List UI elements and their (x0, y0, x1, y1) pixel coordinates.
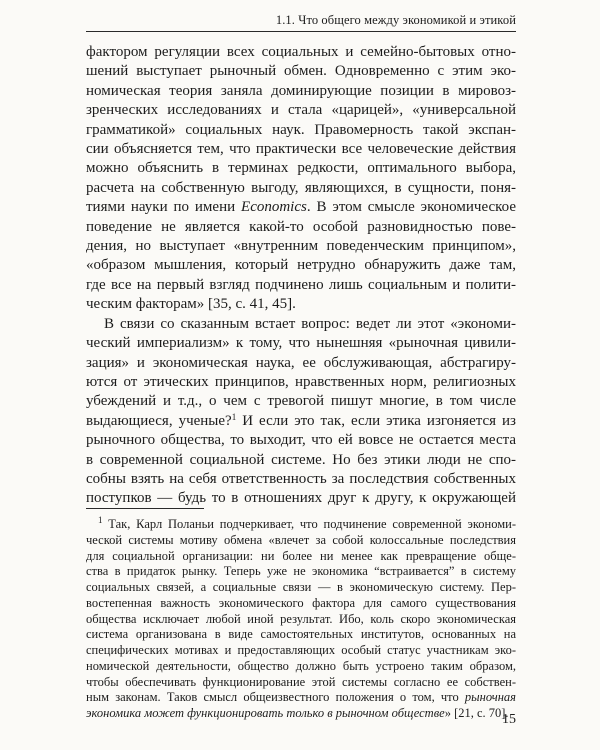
footnote-line: социальных связей, а социальные связи — в экономическую систему. Пер- (86, 580, 516, 594)
italic-economics: Economics (241, 199, 307, 216)
body-line: шений выступает рыночный обмен. Одновременно с этим эко- (86, 63, 516, 80)
footnote-line (86, 706, 516, 722)
body-line: собны взять на себя ответственность за последствия собственных (86, 470, 516, 487)
footnote-line: ческой системы мотиву обмена «влечет за собой колоссальные последствия (86, 532, 516, 547)
body-line: рыночного общества, то выходит, что ей вовсе не остается места (86, 432, 516, 449)
body-line-part: выдающиеся, ученые? (86, 412, 232, 429)
body-line: убеждений и т.д., о чем с тревогой пишут многие, в том числе (86, 393, 516, 410)
footnote (86, 517, 516, 722)
body-line (86, 198, 516, 217)
footnote-line: востепенная важность экономического фактора для самого существования (86, 595, 516, 610)
body-line: можно объяснить в терминах редкости, оптимального выбора, (86, 160, 516, 177)
body-line-part: И если это так, если этика изгоняется из (236, 412, 516, 429)
footnote-line-part: ным законам. Таков смысл общеизвестного положения о том, что (86, 690, 465, 705)
body-line: грамматикой» социальных наук. Правомерность такой экспан- (86, 121, 516, 138)
footnote-line: общества исключает любой иной результат. Ибо, коль скоро экономическая (86, 611, 516, 626)
body-line: «образом мышления, который нетрудно обнаружить даже там, (86, 257, 516, 274)
body-line: где все на первый взгляд подчинено лишь социальным и полити- (86, 276, 516, 293)
footnote-number: 1 (98, 515, 103, 525)
body-line: фактором регуляции всех социальных и семейно-бытовых отно- (86, 44, 516, 60)
body-line: поступков — будь то в отношениях друг к другу, к окружающей (86, 490, 516, 507)
footnote-line (86, 690, 516, 706)
footnote-line: чтобы обеспечивать функционирование этой системы согласно ее собствен- (86, 674, 516, 689)
footnote-line: для социальной организации: ни более ни менее как превращение обще- (86, 548, 516, 563)
body-line: ческим факторам» [35, с. 41, 45]. (86, 296, 296, 313)
body-line: номическая теория заняла доминирующие позиции в мировоз- (86, 82, 516, 99)
body-line: зренческих исследованиях и стала «царицей», «универсальной (86, 102, 516, 119)
body-line: поведение не является какой-то особой разновидностью пове- (86, 218, 516, 235)
footnote-line: ства в придаток рынку. Теперь уже не экономика “встраивается” в систему (86, 564, 516, 579)
footnote-line-part: » [21, с. 70]. (444, 706, 509, 720)
body-line-part: тиями науки по имени (86, 199, 242, 216)
footnote-line: система организована в виде самостоятельных институтов, основанных на (86, 627, 516, 642)
body-line: расчета на собственную выгоду, являющихся, в сущности, поня- (86, 179, 516, 196)
body-line: зация» и экономическая наука, ее обслуживающая, абстрагиру- (86, 354, 516, 371)
body-line-part: . В этом смысле экономическое (306, 199, 516, 216)
footnote-line: номической деятельности, общество должно быть устроено таким образом, (86, 658, 516, 673)
body-line: ются от этических принципов, нравственных норм, религиозных (86, 373, 516, 390)
body-line: сии объясняется тем, что практически все человеческие действия (86, 141, 516, 158)
footnote-line (86, 517, 516, 533)
body-line: в современной социальной системе. Но без этики люди не спо- (86, 451, 516, 468)
italic-quote: экономика может функционировать только в рыночном обществе (86, 706, 445, 720)
body-line (86, 412, 516, 431)
body-line: дения, но выступает «внутренним поведенческим принципом», (86, 238, 516, 255)
running-head: 1.1. Что общего между экономикой и этикой (275, 13, 516, 27)
footnote-line-part: Так, Карл Поланьи подчеркивает, что подчинение современной экономи- (102, 517, 516, 531)
body-line: ческий империализм» к тому, что нынешняя «рыночная цивили- (86, 335, 516, 352)
body-line: В связи со сказанным встает вопрос: ведет ли этот «экономи- (104, 315, 516, 332)
header-rule (86, 31, 516, 32)
italic-quote: рыночная (464, 690, 516, 705)
page-number: 15 (502, 712, 516, 727)
footnote-rule (86, 508, 204, 509)
footnote-marker: 1 (231, 411, 237, 422)
main-text (86, 43, 516, 509)
footnote-line: специфических мотивах и предоставляющих особый статус участникам эко- (86, 643, 516, 657)
